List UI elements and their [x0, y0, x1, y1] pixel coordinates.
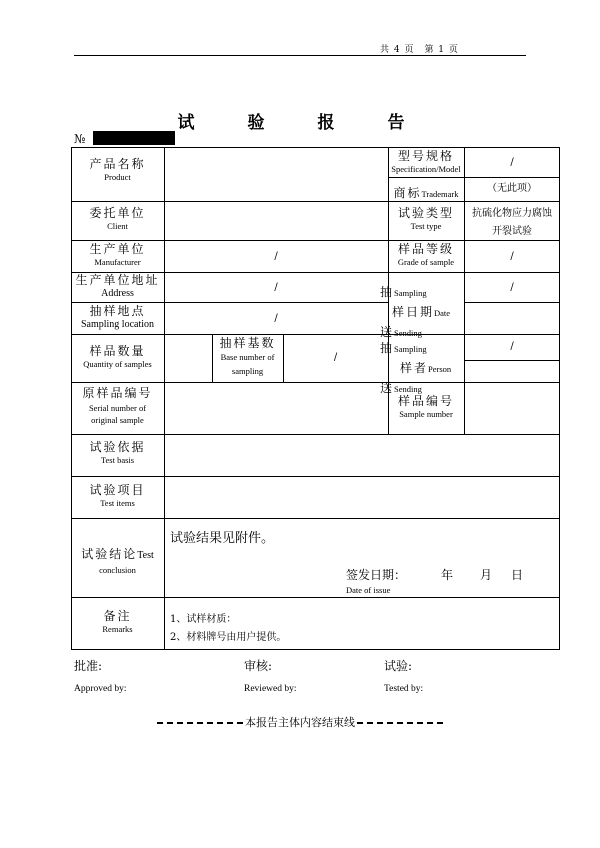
quantity-label: 样品数量 Quantity of samples — [83, 344, 152, 369]
row-line — [388, 177, 560, 178]
model-value: / — [510, 157, 514, 168]
row-line — [71, 240, 560, 241]
trademark-label: 商标Trademark — [393, 186, 459, 200]
issue-date-en: Date of issue — [346, 585, 391, 595]
row-line — [71, 334, 560, 335]
row-line — [71, 518, 560, 519]
report-number-label: № — [74, 132, 86, 146]
test-type-value: 抗硫化物应力腐蚀 开裂试验 — [472, 208, 552, 237]
tested-en: Tested by: — [384, 684, 424, 694]
report-title: 试 验 报 告 — [177, 113, 423, 133]
issue-month: 月 — [480, 568, 493, 582]
reviewed-en: Reviewed by: — [244, 684, 297, 694]
client-label: 委托单位 Client — [89, 206, 146, 231]
remarks-line-2: 2、材料牌号由用户提供。 — [170, 632, 287, 643]
header-rule — [74, 55, 526, 56]
remarks-label: 备注 Remarks — [102, 609, 133, 634]
person-label: 抽Sampling 样者Person 送Sending — [380, 341, 452, 395]
col-line — [164, 147, 165, 650]
sampling-date-label: 抽Sampling 样日期Date 送Sending — [380, 285, 451, 339]
manufacturer-label: 生产单位 Manufacturer — [89, 242, 146, 267]
redacted-report-number — [93, 131, 175, 145]
trademark-value: （无此项） — [487, 183, 537, 194]
grade-label: 样品等级 Grade of sample — [397, 242, 455, 267]
test-items-label: 试验项目 Test items — [89, 483, 146, 508]
approved-en: Approved by: — [74, 684, 127, 694]
issue-year: 年 — [441, 568, 454, 582]
dash-right — [357, 722, 443, 724]
row-line — [464, 360, 560, 361]
grade-value: / — [510, 251, 514, 262]
issue-date-label: 签发日期： — [346, 568, 407, 582]
row-line — [71, 597, 560, 598]
row-line — [71, 302, 388, 303]
test-type-label: 试验类型 Test type — [397, 206, 454, 231]
row-line — [71, 476, 560, 477]
row-line — [464, 302, 560, 303]
row-line — [71, 382, 560, 383]
remarks-line-1: 1、试样材质： — [170, 614, 237, 625]
end-text: 本报告主体内容结束线 — [245, 716, 355, 729]
sampling-date-value: / — [510, 282, 514, 293]
conclusion-label: 试验结论Test conclusion — [81, 547, 154, 575]
product-label: 产品名称 Product — [89, 157, 146, 182]
sampling-location-label: 抽样地点 Sampling location — [80, 304, 155, 330]
person-value: / — [510, 341, 514, 352]
original-serial-label: 原样品编号 Serial number of original sample — [82, 386, 153, 426]
manufacturer-value: / — [274, 251, 278, 262]
conclusion-text: 试验结果见附件。 — [170, 531, 275, 546]
end-of-content-line — [0, 714, 600, 730]
row-line — [71, 201, 560, 202]
dash-left — [157, 722, 243, 724]
reviewed-label: 审核: — [244, 659, 273, 673]
test-basis-label: 试验依据 Test basis — [89, 440, 146, 465]
page-info: 共 4 页 第 1 页 — [380, 45, 459, 55]
base-number-value: / — [333, 352, 338, 363]
row-line — [71, 434, 560, 435]
issue-day: 日 — [511, 568, 524, 582]
base-number-label: 抽样基数 Base number of sampling — [219, 336, 276, 376]
sample-number-label: 样品编号 Sample number — [397, 394, 454, 419]
tested-label: 试验: — [384, 659, 413, 673]
approved-label: 批准: — [74, 659, 103, 673]
sampling-location-value: / — [274, 313, 278, 324]
model-label: 型号规格 Specification/Model — [391, 149, 461, 174]
address-label: 生产单位地址 Address — [75, 273, 160, 299]
address-value: / — [274, 282, 278, 293]
